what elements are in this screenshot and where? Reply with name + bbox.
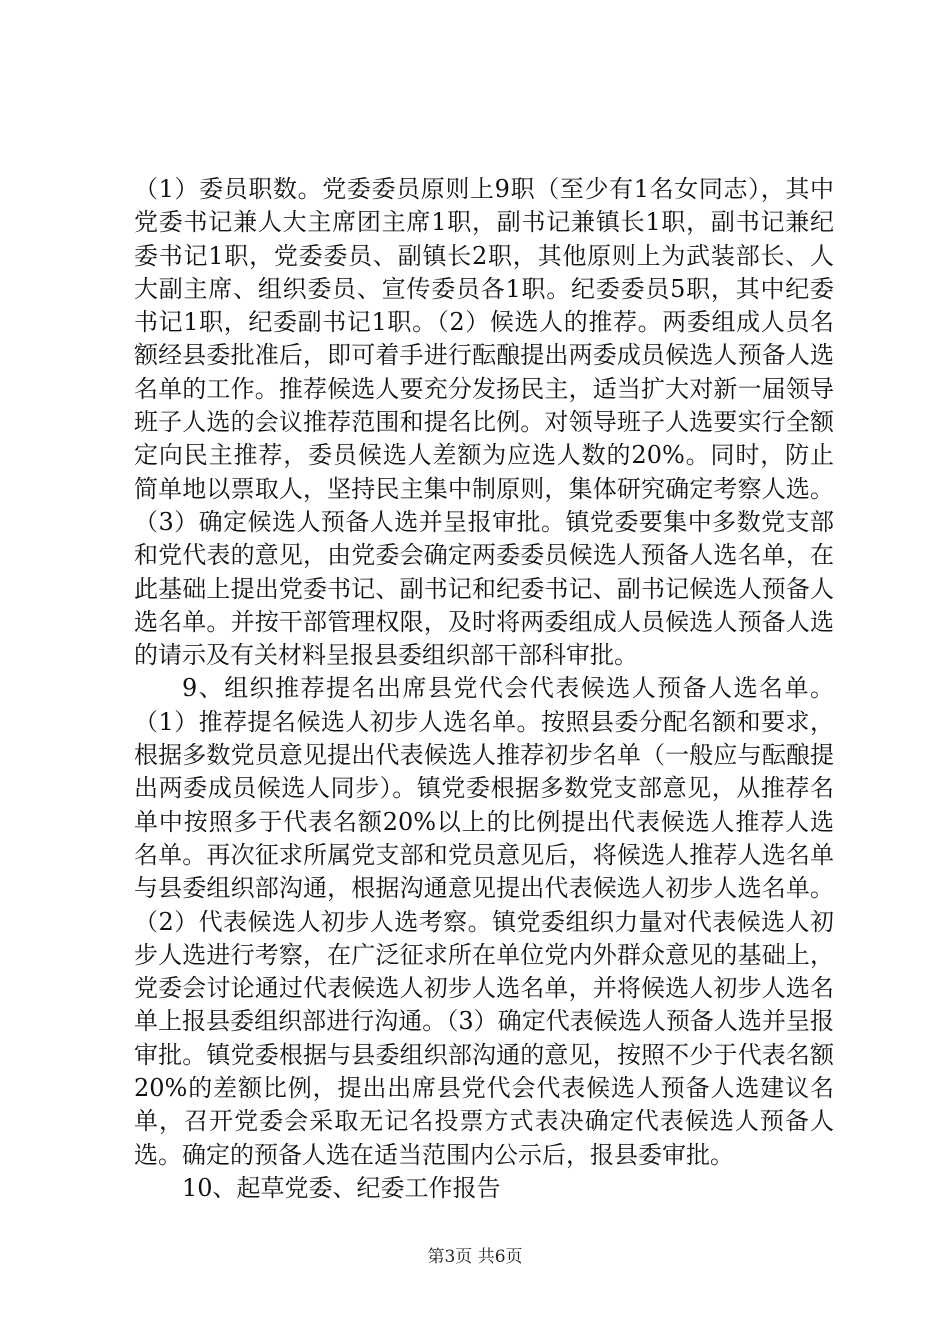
paragraph-committee-quota: （1）委员职数。党委委员原则上9职（至少有1名女同志），其中党委书记兼人大主席团主席1职，副书记兼镇长1职，副书记兼纪委书记1职，党委委员、副镇长2职，其他原则上为武装部长、人大副主席、组织委员、宣传委员各1职。纪委委员5职，其中纪委书记1职，纪委副书记1职。（2）候选人的推荐。两委组成人员名额经县委批准后，即可着手进行酝酿提出两委成员候选人预备人选名单的工作。推荐候选人要充分发扬民主，适当扩大对新一届领导班子人选的会议推荐范围和提名比例。对领导班子人选要实行全额定向民主推荐，委员候选人差额为应选人数的20%。同时，防止简单地以票取人，坚持民主集中制原则，集体研究确定考察人选。（3）确定候选人预备人选并呈报审批。镇党委要集中多数党支部和党代表的意见，由党委会确定两委委员候选人预备人选名单，在此基础上提出党委书记、副书记和纪委书记、副书记候选人预备人选名单。并按干部管理权限，及时将两委组成人员候选人预备人选的请示及有关材料呈报县委组织部干部科审批。 <box>134 175 834 670</box>
paragraph-work-report: 10、起草党委、纪委工作报告 <box>182 1173 501 1202</box>
page-number-footer: 第3页 共6页 <box>427 1247 523 1267</box>
paragraph-county-delegates: 9、组织推荐提名出席县党代会代表候选人预备人选名单。（1）推荐提名候选人初步人选名单。按照县委分配名额和要求，根据多数党员意见提出代表候选人推荐初步名单（一般应与酝酿提出两委成员候选人同步）。镇党委根据多数党支部意见，从推荐名单中按照多于代表名额20%以上的比例提出代表候选人推荐人选名单。再次征求所属党支部和党员意见后，将候选人推荐人选名单与县委组织部沟通，根据沟通意见提出代表候选人初步人选名单。（2）代表候选人初步人选考察。镇党委组织力量对代表候选人初步人选进行考察，在广泛征求所在单位党内外群众意见的基础上，党委会讨论通过代表候选人初步人选名单，并将候选人初步人选名单上报县委组织部进行沟通。（3）确定代表候选人预备人选并呈报审批。镇党委根据与县委组织部沟通的意见，按照不少于代表名额20%的差额比例，提出出席县党代会代表候选人预备人选建议名单，召开党委会采取无记名投票方式表决确定代表候选人预备人选。确定的预备人选在适当范围内公示后，报县委审批。 <box>134 674 834 1169</box>
document-body <box>134 173 834 1205</box>
